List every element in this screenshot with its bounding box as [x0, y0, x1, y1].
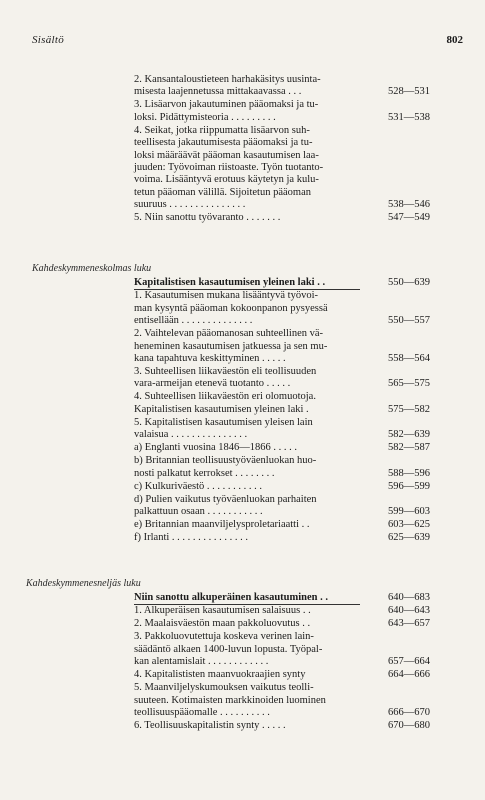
- toc-entry: [134, 682, 384, 719]
- toc-page-range: 625—639: [388, 532, 430, 543]
- toc-entry-line: suuruus . . . . . . . . . . . . . . .: [134, 199, 246, 211]
- toc-entry-line: c) Kulkuriväestö . . . . . . . . . . .: [134, 480, 263, 492]
- toc-entry-line: 2. Kansantaloustieteen harhakäsitys uusinta-: [134, 74, 321, 85]
- toc-entry-line: nosti palkatut kerrokset . . . . . . . .: [134, 467, 275, 479]
- toc-entry-line: a) Englanti vuosina 1846—1866 . . . . .: [134, 442, 298, 454]
- toc-entry: [134, 290, 384, 327]
- toc-page-range: 640—643: [388, 605, 430, 617]
- toc-entry-line: 5. Maanviljelyskumouksen vaikutus teolli-: [134, 682, 314, 694]
- toc-entry: [134, 328, 384, 365]
- toc-entry-line: teollisuuspääomalle . . . . . . . . . .: [134, 707, 270, 718]
- toc-page-range: 657—664: [388, 656, 430, 668]
- toc-page-range: 538—546: [388, 199, 430, 211]
- toc-entry: [134, 442, 384, 454]
- toc-page-range: 531—538: [388, 111, 430, 123]
- toc-entry-line: b) Britannian teollisuustyöväenluokan huo-: [134, 455, 317, 467]
- toc-entry-line: 3. Suhteellisen liikaväestön eli teollisuuden: [134, 366, 317, 377]
- page-number: 802: [446, 34, 463, 46]
- chapter-title: Niin sanottu alkuperäinen kasautuminen . .: [134, 592, 360, 605]
- toc-entry: [134, 720, 384, 732]
- toc-entry-line: heneminen kasautumisen jatkuessa ja sen mu-: [134, 340, 328, 352]
- toc-entry-line: man kysyntä pääoman kokoonpanon pysyessä: [134, 302, 328, 314]
- toc-entry: [134, 99, 384, 124]
- toc-entry-line: vara-armeijan etenevä tuotanto . . . . .: [134, 378, 291, 390]
- toc-entry: [134, 481, 384, 493]
- chapter-title: Kapitalistisen kasautumisen yleinen laki . .: [134, 277, 360, 290]
- toc-entry: [134, 391, 384, 416]
- toc-entry-line: valaisua . . . . . . . . . . . . . . .: [134, 429, 248, 441]
- toc-entry-line: 3. Lisäarvon jakautuminen pääomaksi ja tu-: [134, 99, 319, 111]
- toc-entry-line: kan alentamislait . . . . . . . . . . . .: [134, 656, 269, 668]
- toc-entry-line: d) Pulien vaikutus työväenluokan parhaiten: [134, 493, 317, 505]
- toc-page-range: 528—531: [388, 86, 430, 98]
- toc-entry-line: 3. Pakkoluovutettuja koskeva verinen lain-: [134, 631, 314, 643]
- toc-entry: [134, 366, 384, 391]
- toc-entry-line: Kapitalistisen kasautumisen yleinen laki .: [134, 403, 309, 415]
- toc-entry-line: entisellään . . . . . . . . . . . . . .: [134, 315, 253, 327]
- toc-page-range: 670—680: [388, 720, 430, 731]
- toc-entry: [134, 74, 384, 99]
- toc-entry: [134, 125, 384, 212]
- toc-entry: [134, 532, 384, 544]
- toc-page-range: 588—596: [388, 467, 430, 479]
- toc-entry-line: e) Britannian maanviljelysproletariaatti . .: [134, 519, 310, 530]
- toc-entry-line: teellisesta jakautumisesta pääomaksi ja tu-: [134, 137, 313, 149]
- chapter-page-range: 550—639: [388, 277, 430, 288]
- toc-entry-line: 1. Alkuperäisen kasautumisen salaisuus . .: [134, 605, 311, 617]
- toc-page-range: 565—575: [388, 378, 430, 390]
- toc-entry-line: 5. Kapitalistisen kasautumisen yleisen lain: [134, 416, 313, 428]
- running-header: Sisältö: [32, 34, 65, 46]
- toc-entry: [134, 494, 384, 519]
- toc-page-range: 582—587: [388, 442, 430, 454]
- toc-entry: [134, 519, 384, 531]
- toc-page-range: 582—639: [388, 429, 430, 441]
- toc-entry-line: 5. Niin sanottu työvaranto . . . . . . .: [134, 212, 281, 224]
- toc-entry-line: 1. Kasautumisen mukana lisääntyvä työvoi-: [134, 290, 319, 302]
- toc-page-range: 603—625: [388, 519, 430, 530]
- toc-entry-line: 4. Suhteellisen liikaväestön eri olomuotoja.: [134, 391, 316, 403]
- toc-page-range: 547—549: [388, 212, 430, 224]
- chapter-page-range: 640—683: [388, 592, 430, 603]
- toc-page-range: 643—657: [388, 618, 430, 630]
- toc-entry-line: säädäntö alkaen 1400-luvun lopusta. Työpal-: [134, 643, 323, 655]
- toc-page-range: 596—599: [388, 480, 430, 492]
- toc-entry: [134, 455, 384, 480]
- toc-page-range: 558—564: [388, 353, 430, 364]
- toc-entry-line: 2. Vaihtelevan pääomanosan suhteellinen vä-: [134, 328, 324, 340]
- toc-page-range: 666—670: [388, 707, 430, 718]
- toc-entry: [134, 631, 384, 668]
- toc-entry-line: 2. Maalaisväestön maan pakkoluovutus . .: [134, 618, 311, 630]
- toc-entry-line: palkattuun osaan . . . . . . . . . . .: [134, 506, 263, 517]
- toc-entry-line: misesta laajennetussa mittakaavassa . . .: [134, 86, 302, 98]
- toc-entry-line: juuden: Työvoiman riistoaste. Työn tuotanto-: [134, 162, 324, 174]
- toc-entry-line: suuteen. Kotimaisten markkinoiden luominen: [134, 694, 326, 706]
- toc-entry-line: voima. Lisääntyvä erotuus käytetyn ja kulu-: [134, 174, 319, 186]
- toc-entry-line: kana tapahtuva keskittyminen . . . . .: [134, 353, 286, 364]
- toc-entry-line: loksi. Pidättymisteoria . . . . . . . . .: [134, 111, 276, 123]
- section-heading: Kahdeskymmeneskolmas luku: [32, 263, 152, 274]
- toc-entry-line: loksi määräävät pääoman kasautumisen laa-: [134, 149, 319, 161]
- toc-entry: [134, 669, 384, 681]
- toc-entry-line: 4. Seikat, jotka riippumatta lisäarvon suh-: [134, 124, 310, 136]
- toc-page-range: 664—666: [388, 669, 430, 681]
- toc-entry-line: 6. Teollisuuskapitalistin synty . . . . .: [134, 720, 286, 731]
- toc-entry-line: tetun pääoman välillä. Sijoitetun pääoman: [134, 186, 311, 198]
- toc-entry: [134, 618, 384, 630]
- toc-page-range: 550—557: [388, 315, 430, 327]
- toc-entry: [134, 212, 384, 224]
- toc-entry-line: f) Irlanti . . . . . . . . . . . . . . .: [134, 532, 249, 543]
- toc-page-range: 599—603: [388, 506, 430, 517]
- toc-entry: [134, 605, 384, 617]
- toc-entry-line: 4. Kapitalististen maanvuokraajien synty: [134, 669, 306, 681]
- section-heading: Kahdeskymmenesneljäs luku: [26, 578, 141, 589]
- toc-page-range: 575—582: [388, 403, 430, 415]
- toc-entry: [134, 417, 384, 442]
